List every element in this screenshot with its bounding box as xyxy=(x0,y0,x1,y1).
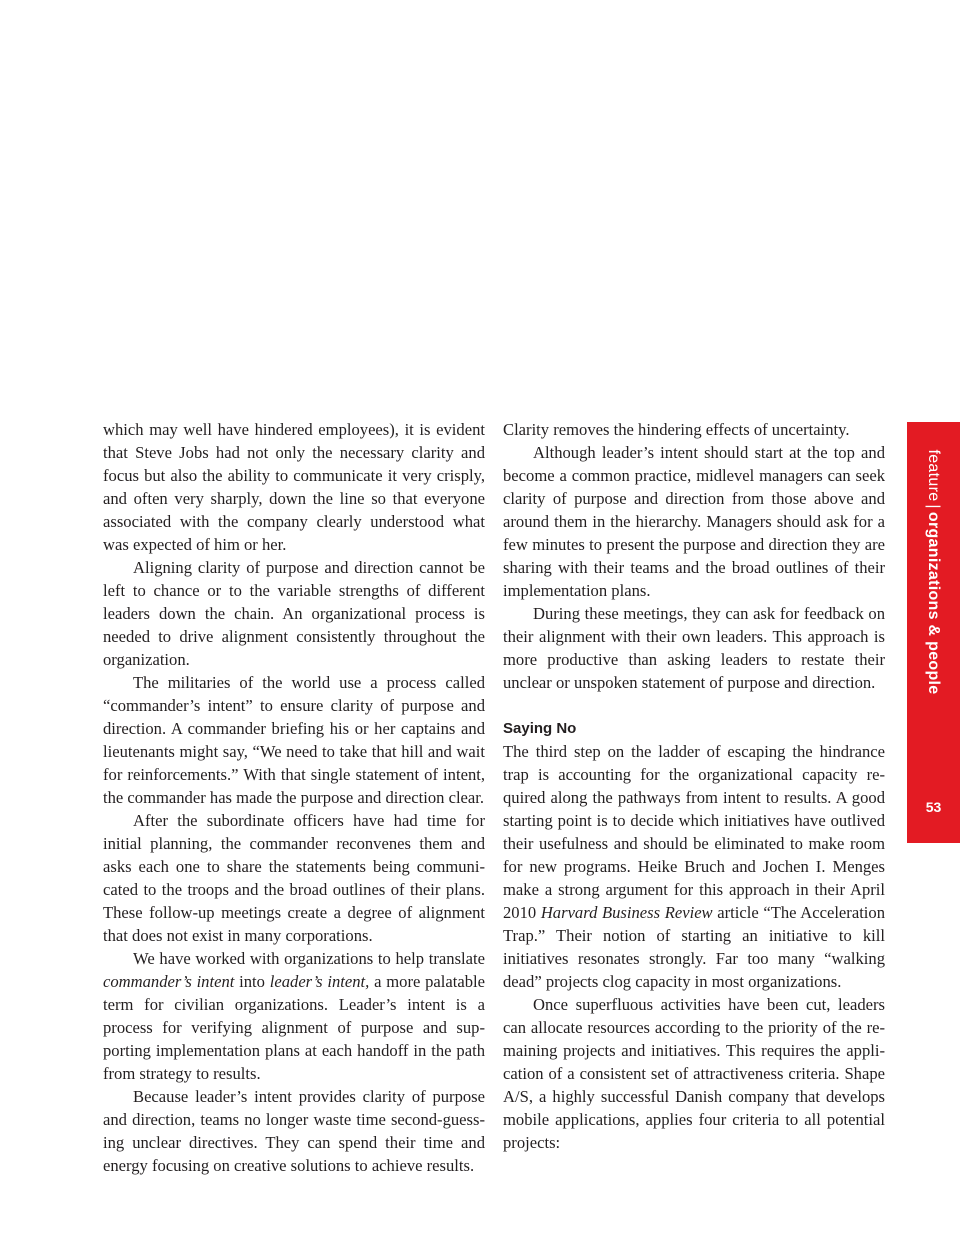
italic-term: leader’s intent, xyxy=(269,972,370,991)
body-paragraph: Although leader’s intent should start at the top and become a common practice, midlevel managers can seek clarity of purpose and direction from those above and around them in the hierarchy. Managers should ask for a few minutes to present the purpose and direction they are sharing with their teams and the broad outlines of their implementation plans. xyxy=(503,443,885,600)
page-number: 53 xyxy=(925,799,942,815)
section-name: feature xyxy=(925,449,942,502)
text-run: into xyxy=(234,972,270,991)
section-label xyxy=(924,449,942,694)
body-paragraph xyxy=(103,947,485,1085)
italic-term: commander’s intent xyxy=(103,972,235,991)
text-run: We have worked with organizations to help translate xyxy=(133,949,485,968)
section-topic: organizations & people xyxy=(925,511,942,695)
section-heading: Saying No xyxy=(503,720,577,737)
section-side-tab xyxy=(907,422,960,843)
body-paragraph xyxy=(503,740,885,993)
body-paragraph: Clarity removes the hindering effects of uncertainty. xyxy=(503,420,850,439)
body-paragraph: Because leader’s intent provides clarity of purpose and direction, teams no longer waste time second-guessing unclear directives. They can spend their time and energy focusing on creative solutions to achieve results. xyxy=(103,1087,485,1175)
right-column xyxy=(503,418,885,1154)
italic-publication: Harvard Business Review xyxy=(540,903,713,922)
body-paragraph: which may well have hindered employees), it is evident that Steve Jobs had not only the necessary clarity and focus but also the ability to communicate it very crisply, and often very sharply, down the line so that everyone associated with the company clearly understood what was expected of him or her. xyxy=(103,420,485,554)
body-paragraph: Once superfluous activities have been cut, leaders can allocate resources according to the priority of the remaining projects and initiatives. This requires the application of a consistent set of attractiveness criteria. Shape A/S, a highly successful Danish company that develops mobile applications, applies four criteria to all potential projects: xyxy=(503,995,885,1152)
text-run: a more palatable term for civilian organizations. Leader’s intent is a process for verifying alignment of purpose and supporting implementation plans at each handoff in the path from strategy to results. xyxy=(103,972,485,1083)
body-paragraph: During these meetings, they can ask for feedback on their alignment with their own leaders. This approach is more productive than asking leaders to restate their unclear or unspoken statement of purpose and direction. xyxy=(503,604,885,692)
section-separator: | xyxy=(925,504,942,509)
text-run: The third step on the ladder of escaping the hindrance trap is accounting for the organizational capacity required along the pathways from intent to results. A good starting point is to decide which initiatives have outlived their usefulness and should be eliminated to make room for new programs. Heike Bruch and Jochen I. Menges make a strong argument for this approach in their April 2010 xyxy=(503,742,885,922)
body-paragraph: The militaries of the world use a process called “commander’s intent” to ensure clarity of purpose and direction. A commander briefing his or her captains and lieutenants might say, “We need to take that hill and wait for reinforcements.” With that single statement of intent, the commander has made the purpose and direction clear. xyxy=(103,673,485,807)
body-paragraph: Aligning clarity of purpose and direction cannot be left to chance or to the variable strengths of different leaders down the chain. An organizational process is needed to drive alignment consistently throughout the organization. xyxy=(103,558,485,669)
body-paragraph: After the subordinate officers have had time for initial planning, the commander reconvenes them and asks each one to share the statements being communicated to the troops and the broad outlines of their plans. These follow-up meetings create a degree of alignment that does not exist in many corporations. xyxy=(103,811,485,945)
text-run: article “The Acceleration Trap.” Their notion of starting an initiative to kill initiatives resonates strongly. Far too many “walking dead” projects clog capacity in most organizations. xyxy=(503,903,886,991)
left-column xyxy=(103,418,485,1177)
